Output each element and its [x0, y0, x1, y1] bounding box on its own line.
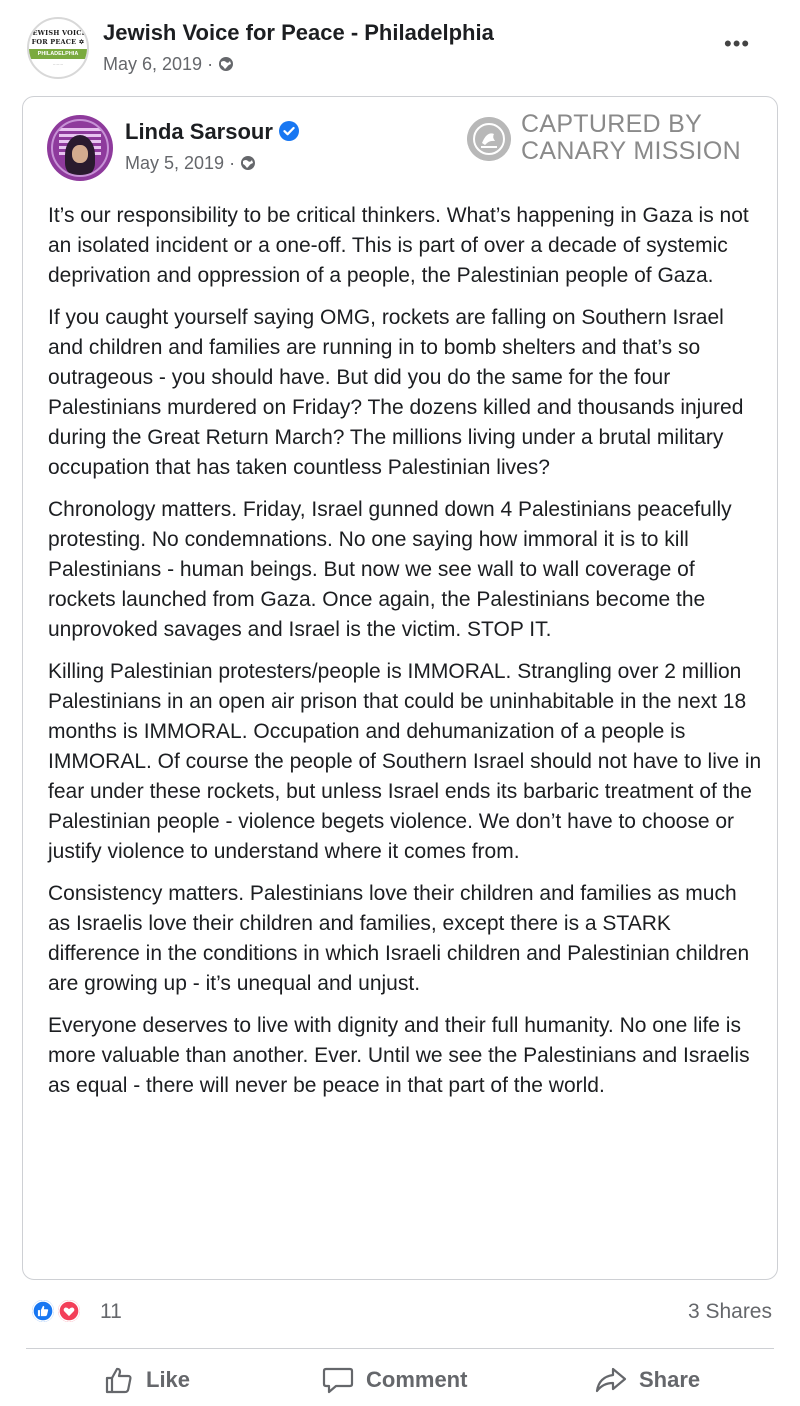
like-reaction-icon — [30, 1298, 56, 1324]
comment-label: Comment — [366, 1367, 468, 1392]
post-paragraph: Everyone deserves to live with dignity and their full humanity. No one life is more valuable than another. Ever. Until we see the Palestinians and Israelis as equal - there will never be peace in that part of the world. — [48, 1014, 750, 1097]
outer-post-header — [0, 0, 800, 90]
post-paragraph: Killing Palestinian protesters/people is IMMORAL. Strangling over 2 million Palestinians in an open air prison that could be uninhabitable in the next 18 months is IMMORAL. Occupation and dehumanization of a people is IMMORAL. Of course the people of Southern Israel should not have to live in fear under these rockets, but unless Israel ends its barbaric treatment of the Palestinian people - violence begets violence. We don’t have to choose or justify violence to understand where it comes from. — [48, 660, 762, 863]
more-options-icon[interactable]: ••• — [724, 31, 751, 56]
love-reaction-icon — [56, 1298, 82, 1324]
post-body — [48, 201, 763, 1113]
shared-post-date-text[interactable]: May 5, 2019 · — [125, 153, 236, 173]
comment-bubble-icon — [322, 1366, 354, 1394]
comment-button[interactable] — [322, 1360, 467, 1400]
watermark-line1: CAPTURED BY — [521, 110, 703, 138]
author-name[interactable]: Linda Sarsour — [125, 119, 273, 144]
post-paragraph: Consistency matters. Palestinians love their children and families as much as Israelis love their children and families, except there is a STARK difference in the conditions in which Israeli children and Palestinian children are growing up - it’s unequal and unjust. — [48, 882, 750, 995]
verified-badge-icon — [279, 121, 299, 141]
watermark-text — [521, 111, 741, 165]
thumbs-up-icon — [104, 1366, 134, 1394]
share-button[interactable] — [595, 1360, 700, 1400]
logo-band: PHILADELPHIA — [29, 49, 87, 59]
post-paragraph: Chronology matters. Friday, Israel gunned down 4 Palestinians peacefully protesting. No condemnations. No one saying how immoral it is to kill Palestinians - human beings. But now we see wall to wall coverage of rockets launched from Gaza. Once again, the Palestinians become the unprovoked savages and Israel is the victim. STOP IT. — [48, 498, 732, 641]
globe-icon — [240, 155, 256, 171]
post-date-text[interactable]: May 6, 2019 · — [103, 54, 214, 74]
reaction-count[interactable]: 11 — [100, 1300, 122, 1323]
globe-icon — [218, 56, 234, 72]
jvp-philadelphia-logo-icon: JEWISH VOICE FOR PEACE ✡ — [29, 29, 87, 46]
page-avatar[interactable] — [27, 17, 89, 79]
post-date[interactable] — [103, 54, 234, 75]
avatar-ring — [51, 119, 109, 177]
post-paragraph: If you caught yourself saying OMG, rockets are falling on Southern Israel and children and families are running in to bomb shelters and that’s so outrageous - you should have. But did you do the same for the four Palestinians murdered on Friday? The dozens killed and thousands injured during the Great Return March? The millions living under a brutal military occupation that has taken countless Palestinian lives? — [48, 306, 744, 479]
share-label: Share — [639, 1367, 701, 1392]
watermark-line2: CANARY MISSION — [521, 137, 741, 165]
like-button[interactable] — [104, 1360, 190, 1400]
share-arrow-icon — [595, 1366, 627, 1394]
shared-post-date[interactable] — [125, 153, 256, 174]
shared-post-card — [22, 96, 778, 1280]
actions-divider — [26, 1348, 774, 1349]
canary-mission-logo-icon — [467, 117, 511, 161]
post-paragraph: It’s our responsibility to be critical thinkers. What’s happening in Gaza is not an isolated incident or a one-off. This is part of over a decade of systemic deprivation and oppression of a people, the Palestinian people of Gaza. — [48, 204, 749, 287]
like-label: Like — [146, 1367, 191, 1392]
author-avatar[interactable] — [47, 115, 113, 181]
page-name[interactable]: Jewish Voice for Peace - Philadelphia — [103, 20, 494, 45]
shares-count[interactable]: 3 Shares — [687, 1300, 772, 1323]
logo-subtext: ········ — [52, 62, 64, 67]
